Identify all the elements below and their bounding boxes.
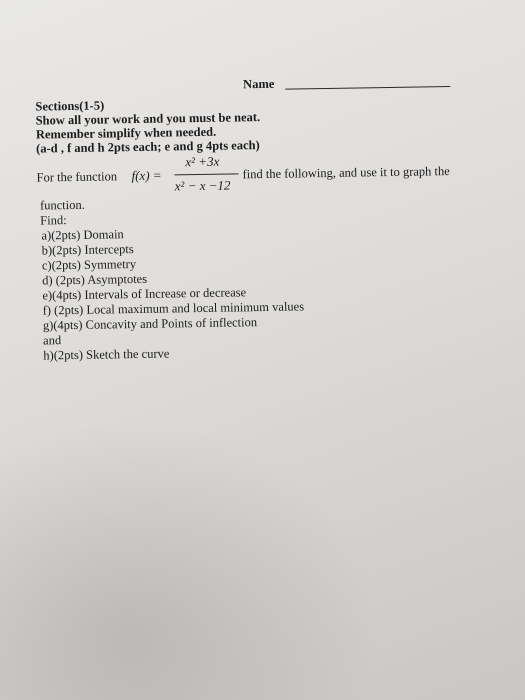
points-note: (a-d , f and h 2pts each; e and g 4pts each) [35, 138, 260, 156]
item-asymptotes: d) (2pts) Asymptotes [42, 271, 148, 288]
name-blank-line [285, 86, 450, 90]
find-label: Find: [40, 213, 67, 228]
instruction-neat: Show all your work and you must be neat. [35, 110, 261, 128]
item-symmetry: c)(2pts) Symmetry [41, 257, 137, 273]
problem-lead: For the function [36, 169, 118, 185]
item-increase-decrease: e)(4pts) Intervals of Increase or decrease [42, 285, 247, 303]
sections-heading: Sections(1-5) [35, 98, 105, 114]
fraction-bar [175, 173, 239, 175]
function-numerator: x² +3x [185, 153, 220, 170]
problem-continuation: function. [39, 197, 85, 213]
function-denominator: x² − x −12 [174, 177, 231, 194]
instruction-simplify: Remember simplify when needed. [35, 124, 217, 142]
item-domain: a)(2pts) Domain [41, 227, 124, 243]
function-lhs: f(x) = [131, 167, 162, 184]
item-intercepts: b)(2pts) Intercepts [41, 242, 134, 258]
problem-trail: find the following, and use it to graph the [242, 164, 450, 182]
item-and: and [43, 333, 62, 348]
item-concavity: g)(4pts) Concavity and Points of inflection [42, 315, 258, 333]
name-label: Name [243, 76, 275, 92]
item-sketch: h)(2pts) Sketch the curve [43, 346, 170, 363]
item-local-extrema: f) (2pts) Local maximum and local minimum values [42, 299, 305, 318]
